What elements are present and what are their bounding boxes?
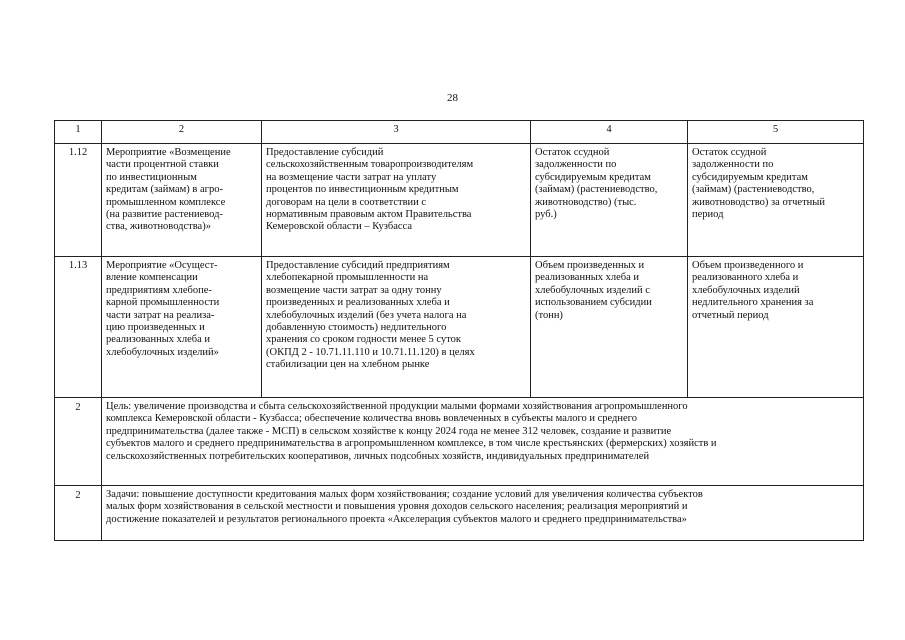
text-line: руб.) xyxy=(535,209,557,221)
text-line: сельскохозяйственных потребительских кооперативов, личных подсобных хозяйств, индивидуальных предпринимателей xyxy=(106,450,650,462)
program-table xyxy=(54,120,864,541)
text-line: Задачи: повышение доступности кредитования малых форм хозяйствования; создание условий для увеличения количества субъектов xyxy=(106,489,703,500)
text-line: Цель: увеличение производства и сбыта сельскохозяйственной продукции малыми формами хозяйствования агропромышленного xyxy=(106,401,688,412)
text-line: нормативным правовым актом Правительства xyxy=(266,209,472,221)
text-line: Остаток ссудной xyxy=(535,147,610,158)
table-row xyxy=(55,257,864,398)
text-line: Остаток ссудной xyxy=(692,147,767,158)
text-line: стабилизации цен на хлебном рынке xyxy=(266,359,430,371)
text-line: ства, животноводства)» xyxy=(106,221,211,233)
text-line: реализованных хлеба и xyxy=(535,272,640,284)
text-line: части процентной ставки xyxy=(106,159,219,171)
text-line: цию произведенных и xyxy=(106,322,205,334)
text-line: Мероприятие «Осущест- xyxy=(106,260,218,271)
row-number: 1.12 xyxy=(55,144,102,257)
text-line: предпринимательства (далее также - МСП) в сельском хозяйстве к концу 2024 года не менее 312 человек, создание и развитие xyxy=(106,425,672,437)
text-line: Предоставление субсидий xyxy=(266,147,384,158)
header-cell-2: 2 xyxy=(102,121,262,144)
text-line: на возмещение части затрат на уплату xyxy=(266,171,437,183)
header-cell-4: 4 xyxy=(531,121,688,144)
indicator-cell xyxy=(531,257,688,398)
text-line: (займам) (растениеводство, xyxy=(535,184,658,196)
text-line: хлебобулочных изделий (без учета налога на xyxy=(266,309,467,321)
description-cell xyxy=(262,144,531,257)
header-row xyxy=(55,121,864,144)
text-line: промышленном комплексе xyxy=(106,196,226,208)
text-line: хлебобулочных изделий» xyxy=(106,346,219,358)
goal-row xyxy=(55,398,864,486)
table-row xyxy=(55,144,864,257)
text-line: хранения со сроком годности менее 5 суток xyxy=(266,334,461,346)
text-line: задолженности по xyxy=(535,159,617,171)
text-line: возмещение части затрат за одну тонну xyxy=(266,284,442,296)
text-line: договорам на цели в соответствии с xyxy=(266,196,427,208)
text-line: предприятиям хлебопе- xyxy=(106,284,212,296)
text-line: произведенных и реализованных хлеба и xyxy=(266,297,450,309)
text-line: хлебобулочных изделий с xyxy=(535,284,650,296)
text-line: малых форм хозяйствования в сельской местности и повышения уровня доходов сельского населения; реализация мероприятий и xyxy=(106,501,688,513)
header-cell-1: 1 xyxy=(55,121,102,144)
text-line: (тонн) xyxy=(535,309,563,321)
tasks-cell xyxy=(102,486,864,541)
method-cell xyxy=(688,144,864,257)
tasks-row xyxy=(55,486,864,541)
text-line: добавленную стоимость) недлительного xyxy=(266,322,447,334)
text-line: достижение показателей и результатов регионального проекта «Акселерация субъектов малого и среднего предпринимательства» xyxy=(106,513,687,525)
text-line: Предоставление субсидий предприятиям xyxy=(266,260,450,271)
row-number: 2 xyxy=(55,486,102,541)
description-cell xyxy=(262,257,531,398)
text-line: субсидируемым кредитам xyxy=(535,171,651,183)
header-cell-3: 3 xyxy=(262,121,531,144)
header-cell-5: 5 xyxy=(688,121,864,144)
text-line: животноводство) (тыс. xyxy=(535,196,637,208)
text-line: субъектов малого и среднего предпринимательства в агропромышленном комплексе, в том числе крестьянских (фермерских) хозяйств и xyxy=(106,438,717,450)
text-line: (на развитие растениевод- xyxy=(106,209,223,221)
goal-cell xyxy=(102,398,864,486)
text-line: кредитам (займам) в агро- xyxy=(106,184,223,196)
text-line: хлебопекарной промышленности на xyxy=(266,272,429,284)
text-line: животноводство) за отчетный xyxy=(692,196,825,208)
event-cell xyxy=(102,144,262,257)
text-line: сельскохозяйственным товаропроизводителям xyxy=(266,159,474,171)
text-line: отчетный период xyxy=(692,309,769,321)
event-cell xyxy=(102,257,262,398)
text-line: по инвестиционным xyxy=(106,171,197,183)
text-line: процентов по инвестиционным кредитным xyxy=(266,184,459,196)
row-number: 1.13 xyxy=(55,257,102,398)
text-line: реализованного хлеба и xyxy=(692,272,799,284)
text-line: вление компенсации xyxy=(106,272,198,284)
text-line: хлебобулочных изделий xyxy=(692,284,800,296)
text-line: (займам) (растениеводство, xyxy=(692,184,815,196)
indicator-cell xyxy=(531,144,688,257)
text-line: недлительного хранения за xyxy=(692,297,814,309)
page-number: 28 xyxy=(447,92,458,104)
text-line: Мероприятие «Возмещение xyxy=(106,147,231,158)
text-line: период xyxy=(692,209,724,221)
text-line: использованием субсидии xyxy=(535,297,652,309)
text-line: Объем произведенного и xyxy=(692,260,804,271)
text-line: (ОКПД 2 - 10.71.11.110 и 10.71.11.120) в целях xyxy=(266,346,475,358)
text-line: комплекса Кемеровской области - Кузбасса; обеспечение количества вновь вовлеченных в субъекты малого и среднего xyxy=(106,413,637,425)
text-line: карной промышленности xyxy=(106,297,220,309)
method-cell xyxy=(688,257,864,398)
text-line: части затрат на реализа- xyxy=(106,309,215,321)
text-line: Кемеровской области – Кузбасса xyxy=(266,221,413,233)
text-line: Объем произведенных и xyxy=(535,260,645,271)
text-line: субсидируемым кредитам xyxy=(692,171,808,183)
text-line: задолженности по xyxy=(692,159,774,171)
row-number: 2 xyxy=(55,398,102,486)
text-line: реализованных хлеба и xyxy=(106,334,211,346)
